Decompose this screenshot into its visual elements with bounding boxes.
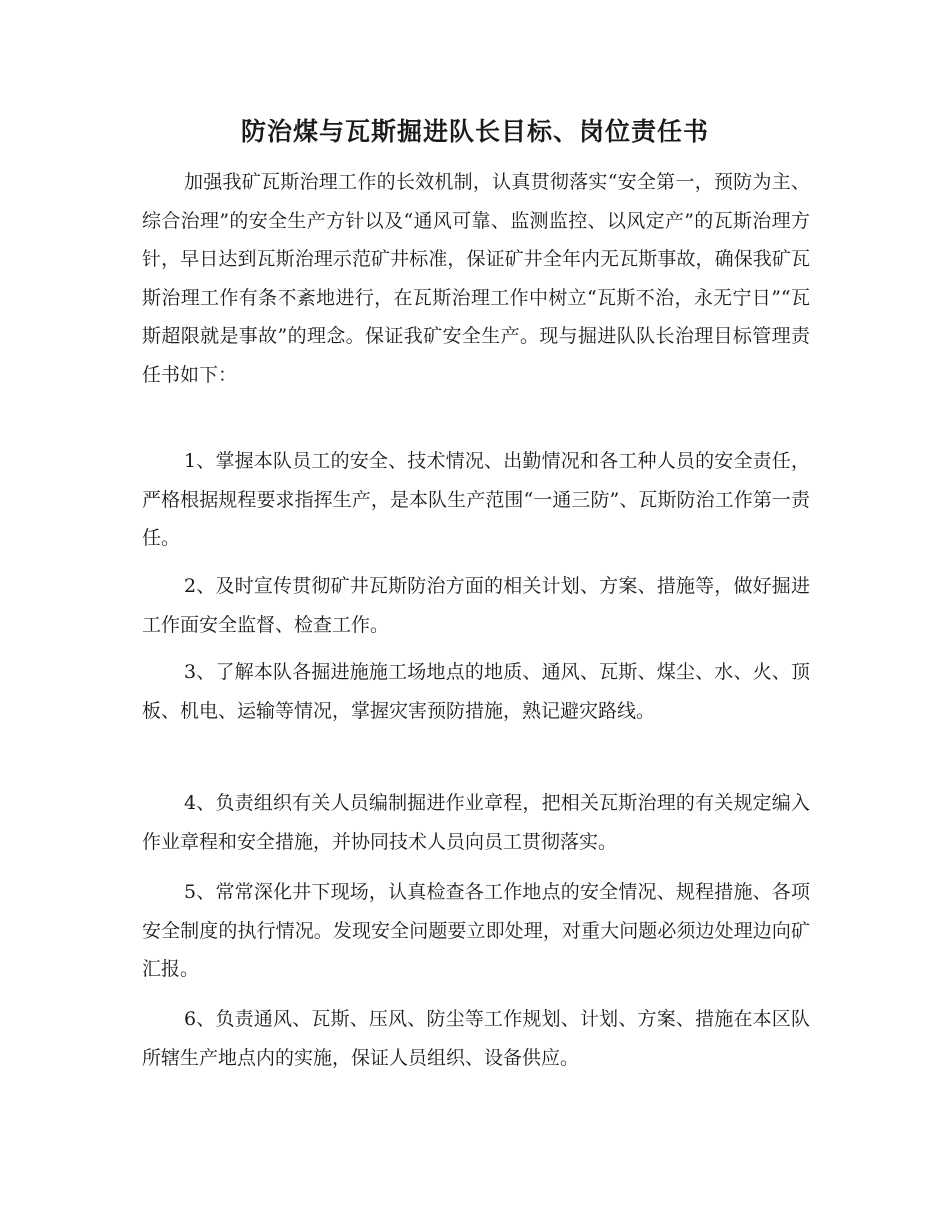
responsibility-item-4: 4、负责组织有关人员编制掘进作业章程，把相关瓦斯治理的有关规定编入作业章程和安全措施，并协同技术人员向员工贯彻落实。 bbox=[142, 792, 810, 853]
responsibility-item-6: 6、负责通风、瓦斯、压风、防尘等工作规划、计划、方案、措施在本区队所辖生产地点内的实施，保证人员组织、设备供应。 bbox=[142, 1008, 810, 1069]
responsibility-item-3: 3、了解本队各掘进施施工场地点的地质、通风、瓦斯、煤尘、水、火、顶板、机电、运输等情况，掌握灾害预防措施，熟记避灾路线。 bbox=[142, 661, 810, 722]
responsibility-item-2: 2、及时宣传贯彻矿井瓦斯防治方面的相关计划、方案、措施等，做好掘进工作面安全监督、检查工作。 bbox=[142, 575, 810, 636]
responsibility-item-1: 1、掌握本队员工的安全、技术情况、出勤情况和各工种人员的安全责任，严格根据规程要求指挥生产，是本队生产范围“一通三防”、瓦斯防治工作第一责任。 bbox=[142, 450, 810, 549]
intro-paragraph: 加强我矿瓦斯治理工作的长效机制，认真贯彻落实“安全第一，预防为主、综合治理”的安全生产方针以及“通风可靠、监测监控、以风定产”的瓦斯治理方针，早日达到瓦斯治理示范矿井标准，保证矿井全年内无瓦斯事故，确保我矿瓦斯治理工作有条不紊地进行，在瓦斯治理工作中树立“瓦斯不治，永无宁日”“瓦斯超限就是事故”的理念。保证我矿安全生产。现与掘进队队长治理目标管理责任书如下： bbox=[142, 171, 810, 386]
document-title: 防治煤与瓦斯掘进队长目标、岗位责任书 bbox=[240, 117, 709, 146]
responsibility-item-5: 5、常常深化井下现场，认真检查各工作地点的安全情况、规程措施、各项安全制度的执行情况。发现安全问题要立即处理，对重大问题必须边处理边向矿汇报。 bbox=[142, 881, 810, 980]
